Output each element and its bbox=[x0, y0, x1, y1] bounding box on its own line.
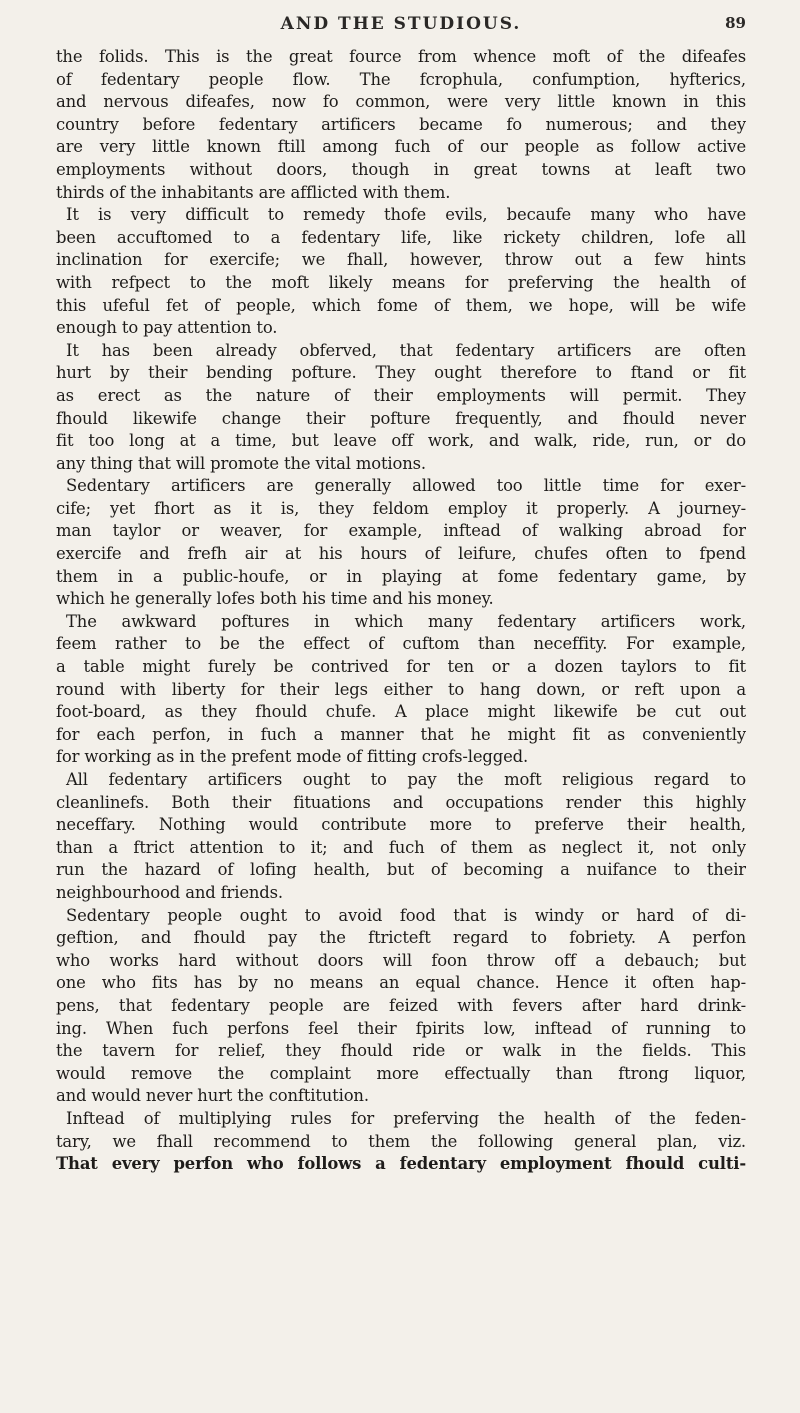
text-line: cleanlinefs. Both their fituations and occupations render this highly bbox=[56, 792, 746, 812]
text-line: of fedentary people flow. The fcrophula, confumption, hyfterics, bbox=[56, 69, 746, 89]
text-line: exercife and frefh air at his hours of leifure, chufes often to fpend bbox=[56, 544, 746, 564]
text-line: one who fits has by no means an equal chance. Hence it often hap- bbox=[56, 973, 746, 993]
running-head bbox=[56, 14, 746, 42]
text-line: feem rather to be the effect of cuftom than neceffity. For example, bbox=[56, 634, 746, 654]
text-line: for each perfon, in fuch a manner that he might fit as conveniently bbox=[56, 724, 746, 744]
text-line: are very little known ftill among fuch of our people as follow active bbox=[56, 137, 746, 157]
text-line: hurt by their bending pofture. They ought therefore to ftand or fit bbox=[56, 363, 746, 383]
text-line: for working as in the prefent mode of fitting crofs-legged. bbox=[56, 747, 529, 767]
text-line: pens, that fedentary people are feized with fevers after hard drink- bbox=[56, 995, 746, 1015]
text-line: neceffary. Nothing would contribute more to preferve their health, bbox=[56, 815, 746, 835]
text-line: fhould likewife change their pofture frequently, and fhould never bbox=[56, 408, 746, 428]
text-line: It is very difficult to remedy thofe evils, becaufe many who have bbox=[66, 205, 746, 225]
text-line: than a ftrict attention to it; and fuch of them as neglect it, not only bbox=[56, 837, 746, 857]
text-line: them in a public-houfe, or in playing at fome fedentary game, by bbox=[56, 566, 746, 586]
text-line: man taylor or weaver, for example, inftead of walking abroad for bbox=[56, 521, 746, 541]
text-line: inclination for exercife; we fhall, however, throw out a few hints bbox=[56, 250, 746, 270]
text-line: cife; yet fhort as it is, they feldom employ it properly. A journey- bbox=[56, 498, 746, 518]
text-line: employments without doors, though in great towns at leaft two bbox=[56, 159, 746, 179]
text-line: The awkward poftures in which many fedentary artificers work, bbox=[66, 611, 746, 631]
text-line: this ufeful fet of people, which fome of them, we hope, will be wife bbox=[56, 295, 746, 315]
text-line: with refpect to the moft likely means for preferving the health of bbox=[56, 272, 746, 292]
text-line: round with liberty for their legs either to hang down, or reft upon a bbox=[56, 679, 746, 699]
text-line: would remove the complaint more effectually than ftrong liquor, bbox=[56, 1063, 746, 1083]
text-line: the tavern for relief, they fhould ride or walk in the fields. This bbox=[56, 1041, 746, 1061]
text-line: and would never hurt the conftitution. bbox=[56, 1086, 369, 1106]
text-line: fit too long at a time, but leave off work, and walk, ride, run, or do bbox=[56, 431, 746, 451]
text-line: enough to pay attention to. bbox=[56, 318, 278, 338]
page-number: 89 bbox=[725, 14, 746, 32]
text-line: country before fedentary artificers became fo numerous; and they bbox=[56, 114, 746, 134]
text-line: the folids. This is the great fource from whence moft of the difeafes bbox=[56, 47, 746, 66]
text-line: tary, we fhall recommend to them the following general plan, viz. bbox=[56, 1131, 746, 1151]
text-line: It has been already obferved, that fedentary artificers are often bbox=[66, 340, 746, 360]
text-line: which he generally lofes both his time and his money. bbox=[56, 589, 494, 609]
text-line: neighbourhood and friends. bbox=[56, 882, 283, 902]
text-line: foot-board, as they fhould chufe. A place might likewife be cut out bbox=[56, 702, 746, 722]
running-title: AND THE STUDIOUS. bbox=[280, 14, 522, 34]
text-line: thirds of the inhabitants are afflicted with them. bbox=[56, 182, 451, 202]
text-line: Sedentary people ought to avoid food that is windy or hard of di- bbox=[66, 905, 746, 925]
text-line: run the hazard of lofing health, but of becoming a nuifance to their bbox=[56, 860, 746, 880]
text-line: geftion, and fhould pay the ftricteft regard to fobriety. A perfon bbox=[56, 928, 746, 948]
text-line: Sedentary artificers are generally allowed too little time for exer- bbox=[66, 476, 746, 496]
text-line: been accuftomed to a fedentary life, like rickety children, lofe all bbox=[56, 227, 746, 247]
text-line: ing. When fuch perfons feel their fpirits low, inftead of running to bbox=[56, 1018, 746, 1038]
text-line: any thing that will promote the vital motions. bbox=[56, 453, 426, 473]
text-line: a table might furely be contrived for ten or a dozen taylors to fit bbox=[56, 657, 746, 677]
body-text bbox=[56, 46, 746, 1176]
text-line: and nervous difeafes, now fo common, were very little known in this bbox=[56, 92, 746, 112]
text-line: Inftead of multiplying rules for preferving the health of the feden- bbox=[66, 1108, 746, 1128]
text-line: All fedentary artificers ought to pay the moft religious regard to bbox=[66, 770, 746, 789]
text-line: That every perfon who follows a fedentary employment fhould culti- bbox=[56, 1154, 746, 1174]
text-line: who works hard without doors will foon throw off a debauch; but bbox=[56, 950, 746, 970]
text-line: as erect as the nature of their employments will permit. They bbox=[56, 385, 746, 405]
